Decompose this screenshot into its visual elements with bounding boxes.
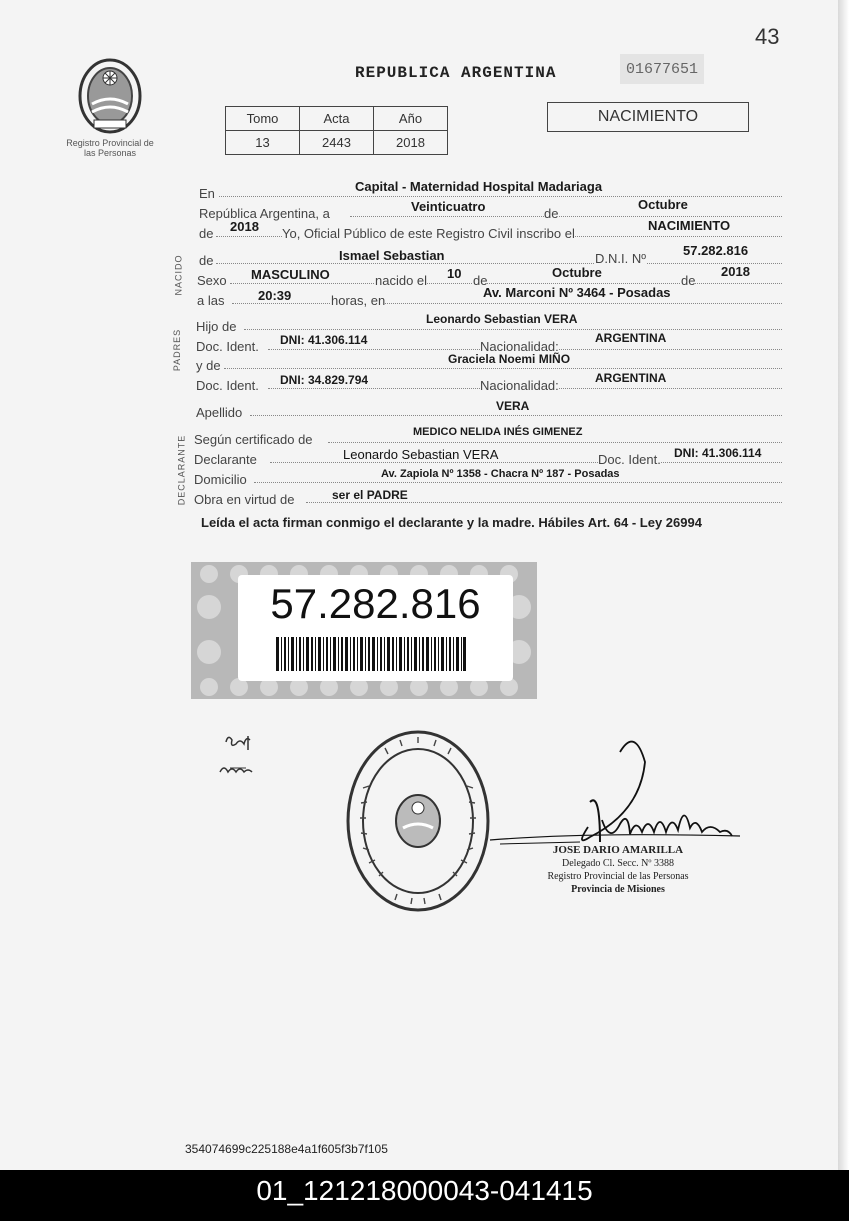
value-domicilio: Av. Zapiola Nº 1358 - Chacra Nº 187 - Posadas bbox=[381, 468, 620, 480]
label-nacido-el: nacido el bbox=[375, 273, 428, 288]
header-anio: Año bbox=[374, 107, 448, 131]
label-de-anio2: de bbox=[681, 273, 696, 288]
value-declarante-doc: DNI: 41.306.114 bbox=[674, 446, 762, 460]
value-tomo: 13 bbox=[226, 131, 300, 155]
serial-number: 01677651 bbox=[620, 54, 704, 84]
fill-line bbox=[244, 329, 782, 330]
value-dia: Veinticuatro bbox=[411, 199, 486, 214]
value-anio: 2018 bbox=[230, 219, 259, 234]
side-label-padres: PADRES bbox=[172, 328, 183, 372]
fill-line bbox=[230, 283, 782, 284]
barcode bbox=[276, 637, 466, 671]
page-number: 43 bbox=[755, 24, 780, 49]
value-mes: Octubre bbox=[638, 197, 688, 212]
label-apellido: Apellido bbox=[196, 405, 243, 420]
label-sexo: Sexo bbox=[197, 273, 227, 288]
signer-name: JOSE DARIO AMARILLA bbox=[552, 844, 684, 856]
label-declarante: Declarante bbox=[194, 452, 257, 467]
fill-line bbox=[350, 216, 782, 217]
label-de-anio: de bbox=[199, 226, 214, 241]
value-madre-nac: ARGENTINA bbox=[595, 371, 667, 385]
fill-line bbox=[254, 482, 782, 483]
value-nac-dia: 10 bbox=[447, 266, 462, 281]
fill-line bbox=[306, 502, 782, 503]
fill-line bbox=[270, 462, 782, 463]
value-certificado: MEDICO NELIDA INÉS GIMENEZ bbox=[413, 426, 583, 438]
signer-role: Delegado Cl. Secc. Nº 3388 bbox=[562, 858, 674, 869]
value-sexo: MASCULINO bbox=[251, 267, 330, 282]
act-type-box: NACIMIENTO bbox=[547, 102, 749, 132]
fill-line bbox=[219, 196, 782, 197]
dni-stamp-number: 57.282.816 bbox=[270, 580, 481, 627]
label-dni: D.N.I. Nº bbox=[595, 251, 646, 266]
page-edge bbox=[838, 0, 849, 1170]
value-lugar-nac: Av. Marconi Nº 3464 - Posadas bbox=[483, 285, 671, 300]
footer-code-bar bbox=[0, 1170, 849, 1221]
label-a-las: a las bbox=[197, 293, 225, 308]
value-nac-anio: 2018 bbox=[721, 264, 750, 279]
signer-province: Provincia de Misiones bbox=[571, 884, 665, 895]
label-nacionalidad-madre: Nacionalidad: bbox=[480, 378, 559, 393]
value-apellido: VERA bbox=[496, 399, 530, 413]
side-label-declarante: DECLARANTE bbox=[176, 434, 187, 506]
logo-caption: Registro Provincial de las Personas bbox=[66, 138, 154, 158]
table-value-row bbox=[226, 131, 448, 155]
table-header-row bbox=[226, 107, 448, 131]
label-doc-ident-madre: Doc. Ident. bbox=[196, 378, 259, 393]
value-tipo: NACIMIENTO bbox=[648, 218, 731, 233]
fill-line bbox=[216, 263, 782, 264]
label-yo: Yo, Oficial Público de este Registro Civil inscribo el bbox=[282, 226, 575, 241]
label-doc-ident-padre: Doc. Ident. bbox=[196, 339, 259, 354]
value-anio: 2018 bbox=[374, 131, 448, 155]
fill-line bbox=[232, 303, 782, 304]
label-segun: Según certificado de bbox=[194, 432, 313, 447]
label-doc-ident-declarante: Doc. Ident. bbox=[598, 452, 661, 467]
label-horas-en: horas, en bbox=[331, 293, 386, 308]
label-hijo-de: Hijo de bbox=[196, 319, 237, 334]
fill-line bbox=[250, 415, 782, 416]
document-hash: 354074699c225188e4a1f605f3b7f105 bbox=[185, 1142, 388, 1156]
value-acta: 2443 bbox=[300, 131, 374, 155]
value-padre: Leonardo Sebastian VERA bbox=[426, 312, 578, 326]
header-acta: Acta bbox=[300, 107, 374, 131]
value-madre: Graciela Noemi MIÑO bbox=[448, 352, 571, 366]
registry-logo-emblem bbox=[74, 56, 146, 136]
header-tomo: Tomo bbox=[226, 107, 300, 131]
signer-office: Registro Provincial de las Personas bbox=[547, 871, 689, 882]
value-padre-nac: ARGENTINA bbox=[595, 331, 667, 345]
value-madre-doc: DNI: 34.829.794 bbox=[280, 373, 369, 387]
legal-text: Leída el acta firman conmigo el declarante y la madre. Hábiles Art. 64 - Ley 26994 bbox=[201, 515, 702, 530]
footer-code: 01_121218000043-041415 bbox=[256, 1175, 593, 1206]
registry-table bbox=[225, 106, 448, 155]
value-lugar: Capital - Maternidad Hospital Madariaga bbox=[355, 179, 603, 194]
side-label-nacido: NACIDO bbox=[173, 254, 184, 296]
label-nacionalidad-padre: Nacionalidad: bbox=[480, 339, 559, 354]
label-de: de bbox=[544, 206, 559, 221]
fill-line bbox=[224, 368, 782, 369]
label-de-nombre: de bbox=[199, 253, 214, 268]
value-padre-doc: DNI: 41.306.114 bbox=[280, 333, 368, 347]
label-en: En bbox=[199, 186, 215, 201]
initials-mark bbox=[218, 732, 258, 784]
label-republica: República Argentina, a bbox=[199, 206, 330, 221]
signature-block bbox=[508, 844, 728, 896]
document-title: REPUBLICA ARGENTINA bbox=[355, 64, 557, 82]
value-nac-mes: Octubre bbox=[552, 265, 602, 280]
value-declarante: Leonardo Sebastian VERA bbox=[343, 447, 499, 462]
value-nombre: Ismael Sebastian bbox=[339, 248, 445, 263]
label-y-de: y de bbox=[196, 358, 221, 373]
value-obra: ser el PADRE bbox=[332, 488, 408, 502]
fill-line bbox=[328, 442, 782, 443]
label-obra: Obra en virtud de bbox=[194, 492, 295, 507]
label-domicilio: Domicilio bbox=[194, 472, 247, 487]
label-de-mes: de bbox=[473, 273, 488, 288]
value-hora: 20:39 bbox=[258, 288, 292, 303]
value-dni: 57.282.816 bbox=[683, 243, 749, 258]
